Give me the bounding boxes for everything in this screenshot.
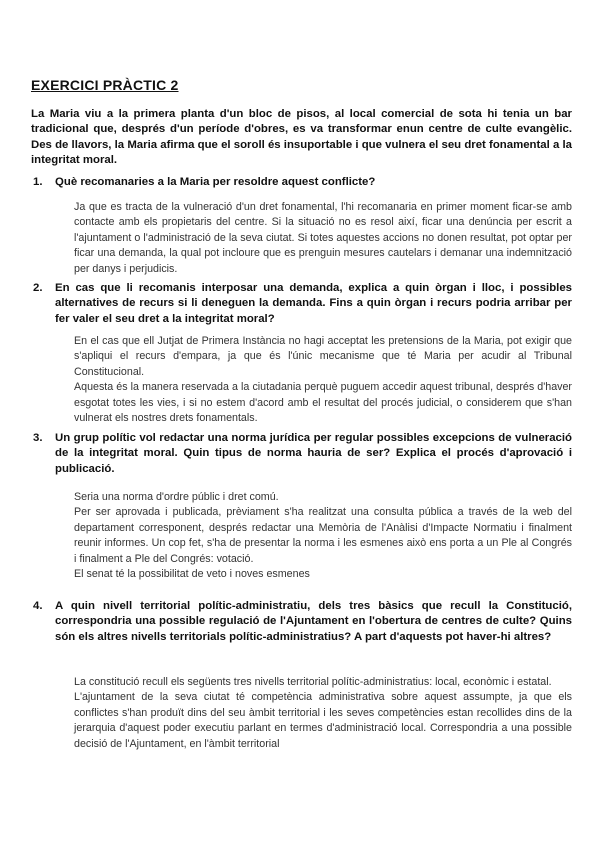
answer-paragraph: Ja que es tracta de la vulneració d'un dret fonamental, l'hi recomanaria en primer moment ficar-se amb contacte amb els propietaris del centre. Si la situació no es resol així, ficar una denúncia per escrit a l'ajuntament o l'administració de la seva ciutat. Si totes aquestes accions no donen resultat, pot optar per ficar una demanda, la qual pot incloure que es prenguin mesures cautelars i demanar una indemnització per danys i perjudicis. (74, 201, 572, 275)
page-title: EXERCICI PRÀCTIC 2 (31, 77, 179, 93)
question-text: A quin nivell territorial polític-administratiu, dels tres bàsics que recull la Constitució, correspondria una possible regulació de l'Ajuntament en l'obertura de centres de culte? Quins són els altres nivells territorials polític-administratius? A part d'aquests pot haver-hi altres? (55, 600, 572, 643)
question-1 (33, 175, 572, 190)
answer-paragraph: Seria una norma d'ordre públic i dret comú. (74, 491, 279, 503)
answer-paragraph: Per ser aprovada i publicada, prèviament s'ha realitzat una consulta pública a través de la web del departament corresponent, després redactar una Memòria de l'Anàlisi d'Impacte Normatiu i finalment reunir informes. Un cop fet, s'ha de presentar la norma i les esmenes això ens porta a un Ple al Congrés i finalment a Ple del Congrés: votació. (74, 506, 572, 565)
question-number: 1. (33, 176, 43, 188)
question-number: 4. (33, 600, 43, 612)
question-number: 3. (33, 432, 43, 444)
answer-paragraph: L'ajuntament de la seva ciutat té competència administrativa sobre aquest assumpte, ja que els conflictes s'han produït dins del seu àmbit territorial i les seves competències estan recollides dins de la jerarquia d'aquest poder executiu parlant en termes d'administració local. Correspondria a una possible decisió de l'Ajuntament, en l'àmbit territorial (74, 691, 572, 750)
answer-paragraph: La constitució recull els següents tres nivells territorial polític-administratius: local, econòmic i estatal. (74, 676, 552, 688)
answer-3 (74, 490, 572, 582)
answer-paragraph: En el cas que ell Jutjat de Primera Instància no hagi acceptat les pretensions de la Maria, pot exigir que s'apliqui el recurs d'empara, ja que és l'únic mecanisme que té Maria per acudir al Tribunal Constitucional. (74, 335, 572, 378)
answer-1 (74, 200, 572, 277)
answer-4 (74, 675, 572, 752)
answer-2 (74, 334, 572, 426)
question-2 (33, 281, 572, 327)
question-number: 2. (33, 282, 43, 294)
intro-paragraph: La Maria viu a la primera planta d'un bloc de pisos, al local comercial de sota hi tenia un bar tradicional que, després d'un període d'obres, es va transformar enun centre de culte evangèlic. Des de llavors, la Maria afirma que el soroll és insuportable i que vulnera el seu dret fonamental a la integritat moral. (31, 108, 572, 167)
question-4 (33, 599, 572, 645)
question-text: En cas que li recomanis interposar una demanda, explica a quin òrgan i lloc, i possibles alternatives de recurs si li deneguen la demanda. Fins a quin òrgan i recurs podria arribar per fer valer el seu dret a la integritat moral? (55, 282, 572, 325)
answer-paragraph: El senat té la possibilitat de veto i noves esmenes (74, 568, 310, 581)
question-3 (33, 431, 572, 477)
answer-paragraph: Aquesta és la manera reservada a la ciutadania perquè puguem accedir aquest tribunal, després d'haver esgotat totes les vies, i si no estem d'acord amb el resultat del procés judicial, o considerem que s'han vulnerat els nostres drets fonamentals. (74, 381, 572, 425)
question-text: Què recomanaries a la Maria per resoldre aquest conflicte? (55, 176, 376, 188)
question-text: Un grup polític vol redactar una norma jurídica per regular possibles excepcions de vulneració de la integritat moral. Quin tipus de norma hauria de ser? Explica el procés d'aprovació i publicació. (55, 432, 572, 475)
